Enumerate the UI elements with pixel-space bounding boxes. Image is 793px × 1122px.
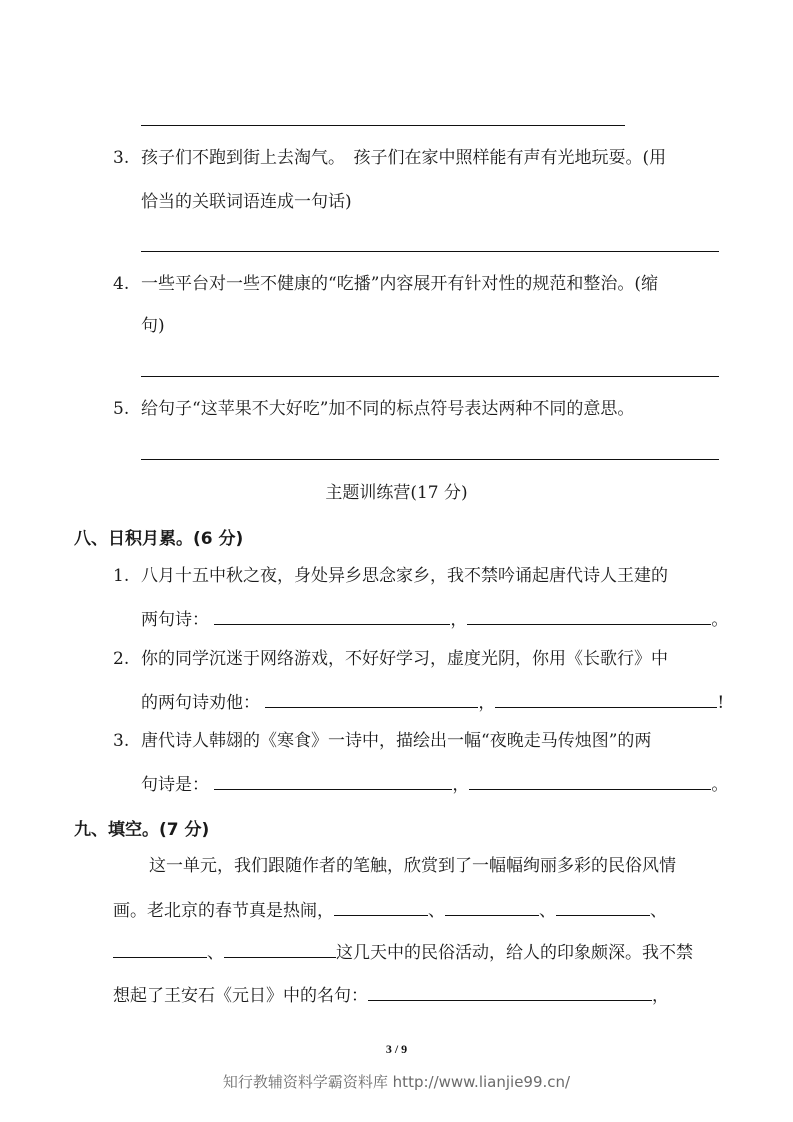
end-punct: ! <box>717 693 725 713</box>
footer-watermark: 知行教辅资料学霸资料库 http://www.lianjie99.cn/ <box>222 1073 571 1091</box>
separator: 、 <box>207 943 224 963</box>
answer-line[interactable] <box>141 251 719 252</box>
section-9-para-line-4 <box>113 984 669 1006</box>
question-8-2-answer-row <box>141 691 724 713</box>
item-number: 3. <box>113 148 130 168</box>
section-9-para-line-1: 这一单元，我们跟随作者的笔触，欣赏到了一幅幅绚丽多彩的民俗风情 <box>149 856 676 876</box>
item-text: 孩子们不跑到街上去淘气。 孩子们在家中照样能有声有光地玩耍。(用 <box>141 148 667 168</box>
blank-5[interactable] <box>224 941 336 958</box>
question-7-4-cont: 句) <box>141 316 165 336</box>
separator: ， <box>452 775 470 795</box>
prefix: 两句诗： <box>141 610 209 630</box>
item-number: 4. <box>113 274 130 294</box>
blank-3[interactable] <box>556 899 650 916</box>
end-punct: 。 <box>711 775 729 795</box>
section-8-title: 八、日积月累。(6 分) <box>74 529 244 549</box>
item-text: 给句子“这苹果不大好吃”加不同的标点符号表达两种不同的意思。 <box>141 399 635 419</box>
question-7-3-cont: 恰当的关联词语连成一句话) <box>141 192 352 212</box>
separator: 、 <box>539 901 556 921</box>
blank-1[interactable] <box>265 691 478 708</box>
end-punct: ， <box>652 986 669 1006</box>
prefix: 的两句诗劝他： <box>141 693 260 713</box>
blank-2[interactable] <box>445 899 539 916</box>
answer-line[interactable] <box>141 459 719 460</box>
question-8-3-answer-row <box>141 773 728 795</box>
separator: 、 <box>428 901 445 921</box>
separator: 、 <box>650 901 667 921</box>
text: 想起了王安石《元日》中的名句： <box>113 986 368 1006</box>
question-8-1 <box>113 566 668 586</box>
section-9-title: 九、填空。(7 分) <box>74 820 210 840</box>
blank-2[interactable] <box>469 773 711 790</box>
question-8-3 <box>113 731 651 751</box>
item-text: 一些平台对一些不健康的“吃播”内容展开有针对性的规范和整治。(缩 <box>141 274 659 294</box>
question-7-4 <box>113 274 658 294</box>
prefix: 句诗是： <box>141 775 209 795</box>
text: 这几天中的民俗活动，给人的印象颇深。我不禁 <box>336 943 693 963</box>
item-text: 你的同学沉迷于网络游戏，不好好学习，虚度光阴，你用《长歌行》中 <box>141 649 668 669</box>
blank-6[interactable] <box>368 984 652 1001</box>
item-number: 1. <box>113 566 130 586</box>
blank-4[interactable] <box>113 941 207 958</box>
item-number: 2. <box>113 649 130 669</box>
question-8-1-answer-row <box>141 608 728 630</box>
section-9-para-line-2 <box>113 899 667 921</box>
item-text: 八月十五中秋之夜，身处异乡思念家乡，我不禁吟诵起唐代诗人王建的 <box>141 566 668 586</box>
blank-1[interactable] <box>214 773 452 790</box>
item-number: 3. <box>113 731 130 751</box>
blank-2[interactable] <box>467 608 711 625</box>
end-punct: 。 <box>711 610 729 630</box>
question-7-3 <box>113 148 666 168</box>
question-7-5 <box>113 399 634 419</box>
question-8-2 <box>113 649 668 669</box>
blank-1[interactable] <box>334 899 428 916</box>
item-number: 5. <box>113 399 130 419</box>
answer-line[interactable] <box>141 376 719 377</box>
separator: ， <box>478 693 496 713</box>
section-subheading: 主题训练营(17 分) <box>325 483 468 503</box>
blank-2[interactable] <box>495 691 717 708</box>
blank-1[interactable] <box>214 608 450 625</box>
answer-line[interactable] <box>141 125 625 126</box>
separator: ， <box>450 610 468 630</box>
text: 画。老北京的春节真是热闹， <box>113 901 334 921</box>
page-number: 3 / 9 <box>385 1042 408 1056</box>
item-text: 唐代诗人韩翃的《寒食》一诗中，描绘出一幅“夜晚走马传烛图”的两 <box>141 731 652 751</box>
section-9-para-line-3 <box>113 941 693 963</box>
